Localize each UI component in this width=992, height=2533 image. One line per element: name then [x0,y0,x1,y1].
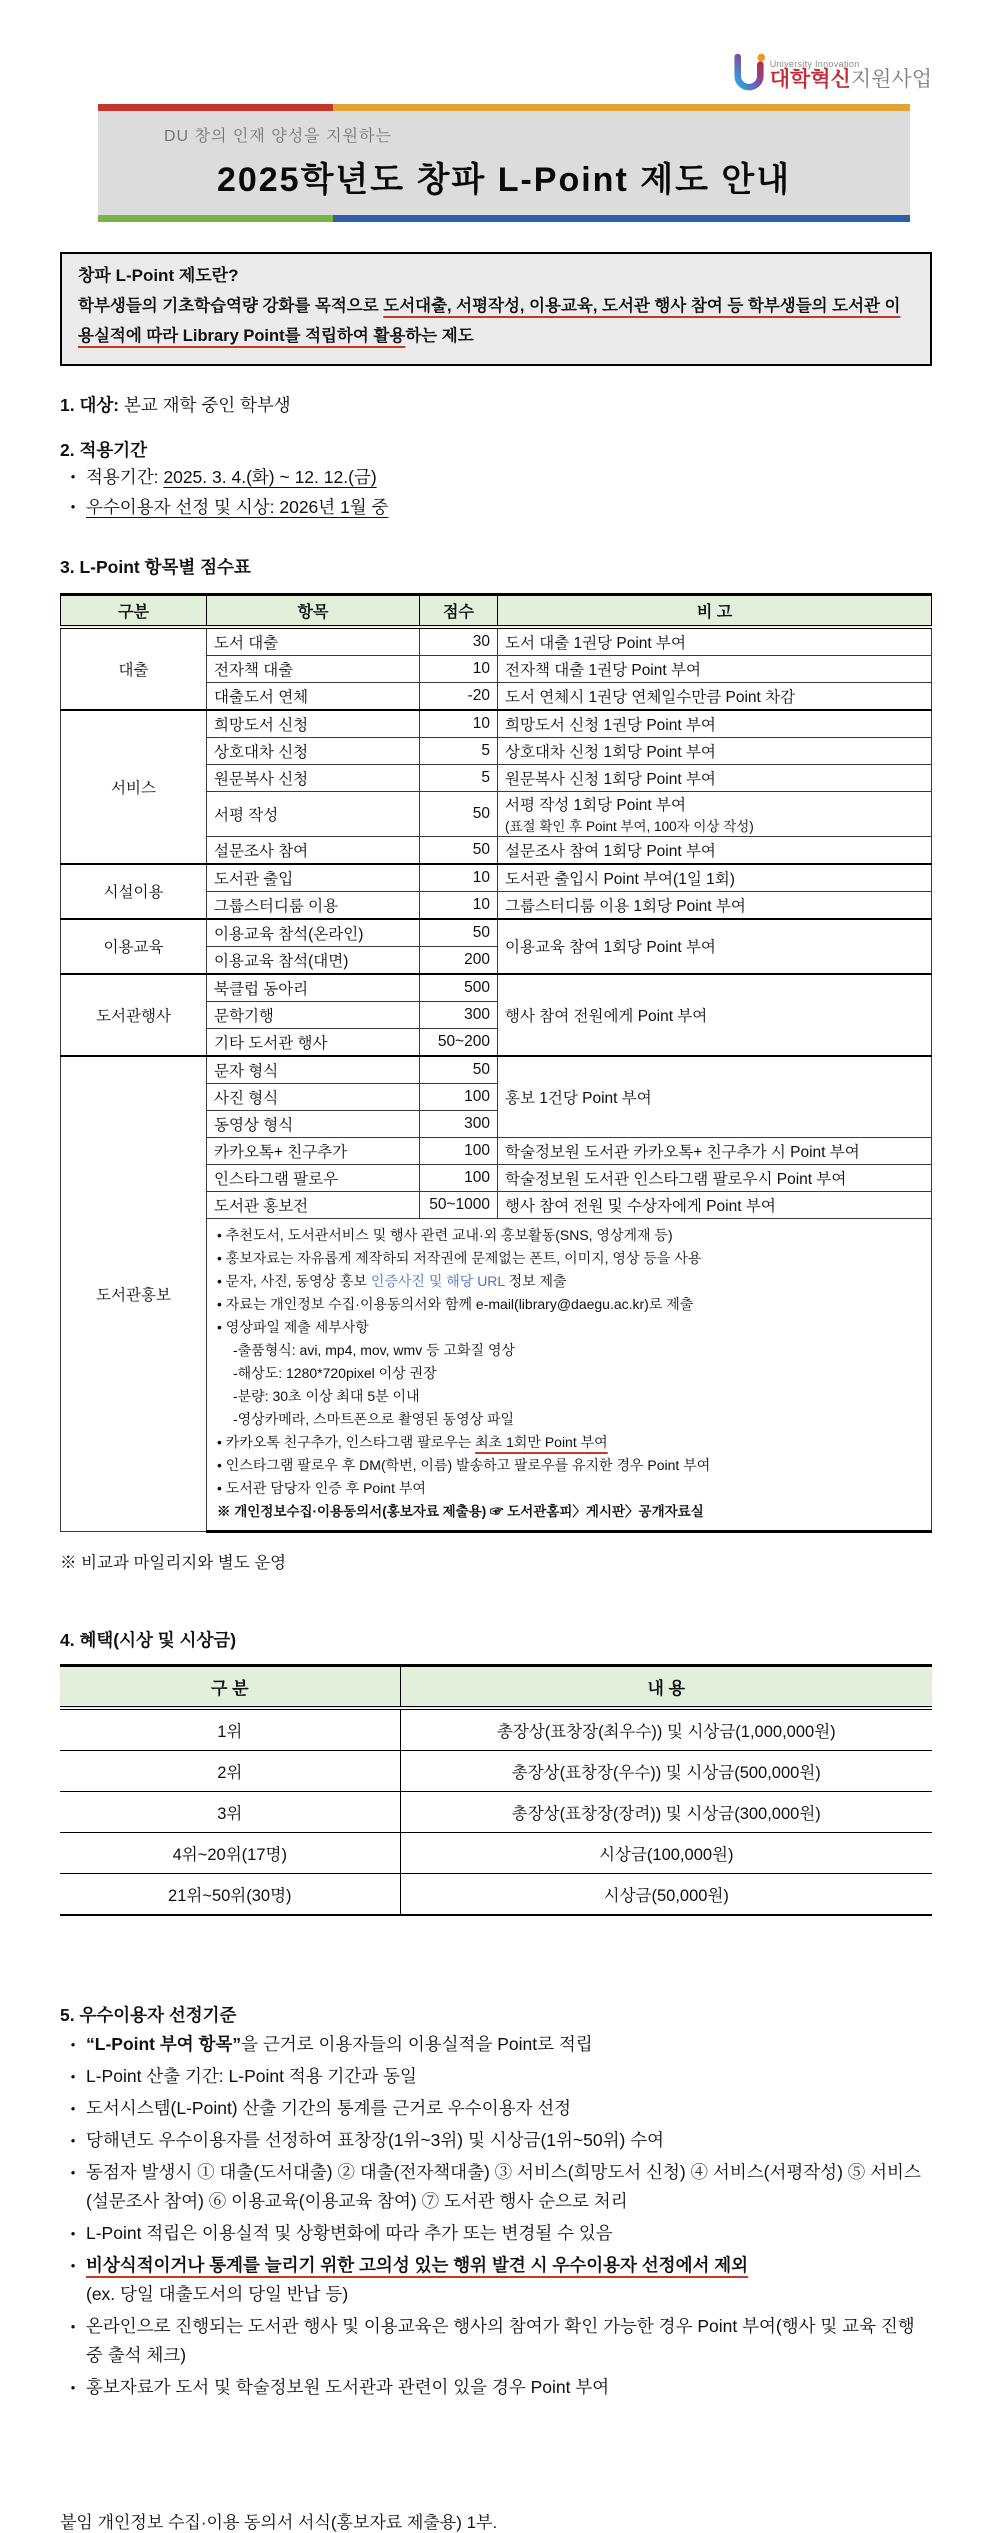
note-highlight-underline: 최초 1회만 Point 부여 [475,1433,608,1450]
bullet-icon: • [70,2068,76,2084]
intro-body [78,291,914,352]
criteria-text: L-Point 산출 기간: L-Point 적용 기간과 동일 [86,2065,417,2086]
points-cell: 10 [420,710,498,738]
col-header-content: 내 용 [400,1665,932,1708]
category-cell: 이용교육 [61,919,207,974]
stripe-orange [333,104,910,111]
item-cell: 기타 도서관 행사 [207,1028,420,1056]
category-cell: 도서관홍보 [61,1056,207,1532]
note-cell: 이용교육 참여 1회당 Point 부여 [498,919,932,974]
attachment-note: 붙임 개인정보 수집·이용 동의서 서식(홍보자료 제출용) 1부. [60,2512,498,2532]
list-item [60,2062,932,2091]
criteria-strong: “L-Point 부여 항목” [86,2033,242,2054]
promo-note-line [217,1431,921,1454]
note-cell: 원문복사 신청 1회당 Point 부여 [498,764,932,791]
bullet-icon: • [70,2257,76,2273]
criteria-example: (ex. 당일 대출도서의 당일 반납 등) [86,2283,349,2304]
table-row [61,919,932,947]
rank-cell: 3위 [60,1791,400,1832]
page-title: 2025학년도 창파 L-Point 제도 안내 [216,161,792,199]
points-cell: 100 [420,1083,498,1110]
points-cell: 10 [420,864,498,892]
points-cell: 5 [420,764,498,791]
list-item [60,2126,932,2155]
note-prefix: • 카카오톡 친구추가, 인스타그램 팔로우는 [217,1433,476,1450]
promo-note-subline: -해상도: 1280*720pixel 이상 권장 [233,1364,437,1381]
score-table-header-row [61,594,932,627]
points-cell: 50 [420,1056,498,1084]
lpoint-score-table [60,593,932,1533]
item-cell: 그룹스터디룸 이용 [207,891,420,919]
period-dates: 2025. 3. 4.(화) ~ 12. 12.(금) [163,466,377,487]
list-item [60,2312,932,2370]
intro-definition-box [60,252,932,366]
points-cell: 50 [420,791,498,836]
banner-bottom-stripe [98,215,910,222]
item-cell: 설문조사 참여 [207,836,420,864]
rank-cell: 21위~50위(30명) [60,1873,400,1915]
logo-text [770,60,932,93]
table-row [60,1791,932,1832]
item-cell: 대출도서 연체 [207,682,420,710]
item-cell: 도서 대출 [207,627,420,656]
promo-note-line: • 인스타그램 팔로우 후 DM(학번, 이름) 발송하고 팔로우를 유지한 경우 Point 부여 [217,1456,711,1473]
points-cell: 100 [420,1137,498,1164]
criteria-warning: 비상식적이거나 통계를 늘리기 위한 고의성 있는 행위 발견 시 우수이용자 선정에서 제외 [86,2254,749,2275]
category-cell: 서비스 [61,710,207,864]
list-item [60,2094,932,2123]
item-cell: 동영상 형식 [207,1110,420,1137]
stripe-green [98,215,333,222]
criteria-text: 동점자 발생시 ① 대출(도서대출) ② 대출(전자책대출) ③ 서비스(희망도서 신청) ④ 서비스(서평작성) ⑤ 서비스(설문조사 참여) ⑥ 이용교육(이용교육 참여) ⑦ 도서관 행사 순으로 처리 [86,2161,921,2211]
award-schedule-text [86,492,932,522]
list-item [60,2251,932,2309]
title-banner [98,104,910,222]
selection-criteria-list [60,2030,932,2402]
period-text [86,462,932,492]
header-row [60,50,932,96]
bullet-icon: • [70,2225,76,2241]
prize-cell: 총장상(표창장(장려)) 및 시상금(300,000원) [400,1791,932,1832]
item-cell: 문학기행 [207,1001,420,1028]
bullet-icon: • [70,2132,76,2148]
points-cell: 30 [420,627,498,656]
points-cell: 10 [420,891,498,919]
table-row [61,627,932,656]
benefit-header-row [60,1665,932,1708]
note-cell [498,791,932,836]
banner-subtitle: DU 창의 인재 양성을 지원하는 [164,128,392,145]
col-header-item: 항목 [207,594,420,627]
criteria-text [86,2251,932,2309]
section3-title: 3. L-Point 항목별 점수표 [60,556,251,577]
points-cell: 50~1000 [420,1191,498,1218]
note-subline: (표절 확인 후 Point 부여, 100자 이상 작성) [505,818,754,834]
table-row [61,864,932,892]
points-cell: 100 [420,1164,498,1191]
item-cell: 희망도서 신청 [207,710,420,738]
note-highlight-blue: 인증사진 및 해당 URL [370,1272,505,1289]
item-cell: 이용교육 참석(온라인) [207,919,420,947]
note-prefix: • 문자, 사진, 동영상 홍보 [217,1272,371,1289]
logo-small-text: University Innovation [769,58,860,69]
promo-note-line [217,1270,921,1293]
points-cell: 10 [420,655,498,682]
prize-cell: 총장상(표창장(우수)) 및 시상금(500,000원) [400,1750,932,1791]
bullet-icon: • [70,2100,76,2116]
intro-body-underlined: 도서대출, 서평작성, 이용교육, 도서관 행사 참여 등 학부생들의 도서관 이용실적에 따라 Library Point를 적립하여 활용 [78,296,901,346]
section5-title: 5. 우수이용자 선정기준 [60,2004,237,2025]
points-cell: 500 [420,974,498,1002]
table-row [61,974,932,1002]
points-cell: 300 [420,1001,498,1028]
note-cell: 도서 대출 1권당 Point 부여 [498,627,932,656]
logo-brand-gray: 지원사업 [850,67,932,91]
table-row [60,1750,932,1791]
item-cell: 카카오톡+ 친구추가 [207,1137,420,1164]
promo-note-line: • 홍보자료는 자유롭게 제작하되 저작권에 문제없는 폰트, 이미지, 영상 등을 사용 [217,1249,702,1266]
criteria-text: 온라인으로 진행되는 도서관 행사 및 이용교육은 행사의 참여가 확인 가능한 경우 Point 부여(행사 및 교육 진행 중 출석 체크) [86,2315,915,2365]
note-cell: 도서관 출입시 Point 부여(1일 1회) [498,864,932,892]
award-schedule-bullet [60,492,932,522]
intro-body-suffix: 하는 제도 [405,327,474,346]
benefit-table [60,1664,932,1916]
note-cell: 상호대차 신청 1회당 Point 부여 [498,737,932,764]
item-cell: 북클럽 동아리 [207,974,420,1002]
section-target [60,392,932,417]
item-cell: 인스타그램 팔로우 [207,1164,420,1191]
prize-cell: 총장상(표창장(최우수)) 및 시상금(1,000,000원) [400,1708,932,1751]
table-row [60,1832,932,1873]
criteria-text: 도서시스템(L-Point) 산출 기간의 통계를 근거로 우수이용자 선정 [86,2097,572,2118]
list-item [60,2158,932,2216]
prize-cell: 시상금(100,000원) [400,1832,932,1873]
bullet-icon: • [70,468,76,484]
col-header-category: 구분 [61,594,207,627]
section2-title: 2. 적용기간 [60,439,148,460]
promo-note-line: • 추천도서, 도서관서비스 및 행사 관련 교내·외 홍보활동(SNS, 영상게재 등) [217,1226,673,1243]
points-cell: 300 [420,1110,498,1137]
promo-note-line: • 영상파일 제출 세부사항 [217,1318,369,1335]
promo-note-subline: -영상카메라, 스마트폰으로 촬영된 동영상 파일 [233,1410,515,1427]
section4-title: 4. 혜택(시상 및 시상금) [60,1629,237,1650]
promo-note-line: • 도서관 담당자 인증 후 Point 부여 [217,1479,426,1496]
category-cell: 대출 [61,627,207,710]
note-cell: 도서 연체시 1권당 연체일수만큼 Point 차감 [498,682,932,710]
table-row [60,1708,932,1751]
item-cell: 이용교육 참석(대면) [207,946,420,974]
note-cell: 행사 참여 전원 및 수상자에게 Point 부여 [498,1191,932,1218]
period-bullet [60,462,932,492]
note-line: 서평 작성 1회당 Point 부여 [505,796,686,814]
item-cell: 상호대차 신청 [207,737,420,764]
list-item [60,2030,932,2059]
bullet-icon: • [70,2164,76,2180]
col-header-points: 점수 [420,594,498,627]
promo-note-line: • 자료는 개인정보 수집·이용동의서와 함께 e-mail(library@daegu.ac.kr)로 제출 [217,1295,694,1312]
criteria-rest: 을 근거로 이용자들의 이용실적을 Point로 적립 [241,2033,593,2054]
banner-body [98,111,910,215]
note-cell: 행사 참여 전원에게 Point 부여 [498,974,932,1056]
stripe-blue [333,215,910,222]
note-cell: 학술정보원 도서관 인스타그램 팔로우시 Point 부여 [498,1164,932,1191]
item-cell: 문자 형식 [207,1056,420,1084]
table-row [61,710,932,738]
banner-top-stripe [98,104,910,111]
section1-label: 1. 대상: [60,394,120,415]
table-row [61,1056,932,1084]
note-cell: 홍보 1건당 Point 부여 [498,1056,932,1138]
bullet-icon: • [70,498,76,514]
logo-brand-red: 대학혁신 [769,67,851,91]
section1-text: 본교 재학 중인 학부생 [119,394,291,415]
stripe-red [98,104,333,111]
points-cell: 5 [420,737,498,764]
rank-cell: 4위~20위(17명) [60,1832,400,1873]
item-cell: 원문복사 신청 [207,764,420,791]
table-row [60,1873,932,1915]
rank-cell: 1위 [60,1708,400,1751]
item-cell: 서평 작성 [207,791,420,836]
category-cell: 도서관행사 [61,974,207,1056]
points-cell: 200 [420,946,498,974]
list-item [60,2219,932,2248]
criteria-text [86,2030,932,2059]
note-cell: 설문조사 참여 1회당 Point 부여 [498,836,932,864]
list-item [60,2373,932,2402]
note-cell: 그룹스터디룸 이용 1회당 Point 부여 [498,891,932,919]
promo-note-subline: -출품형식: avi, mp4, mov, wmv 등 고화질 영상 [233,1341,516,1358]
item-cell: 전자책 대출 [207,655,420,682]
promo-notes-cell [207,1218,932,1531]
criteria-text: 홍보자료가 도서 및 학술정보원 도서관과 관련이 있을 경우 Point 부여 [86,2376,610,2397]
prize-cell: 시상금(50,000원) [400,1873,932,1915]
note-cell: 학술정보원 도서관 카카오톡+ 친구추가 시 Point 부여 [498,1137,932,1164]
logo-u-mark-icon [733,53,765,93]
col-header-rank: 구 분 [60,1665,400,1708]
item-cell: 도서관 홍보전 [207,1191,420,1218]
promo-note-subline: -분량: 30초 이상 최대 5분 이내 [233,1387,420,1404]
note-cell: 전자책 대출 1권당 Point 부여 [498,655,932,682]
intro-body-prefix: 학부생들의 기초학습역량 강화를 목적으로 [78,296,384,315]
award-schedule-dates: 우수이용자 선정 및 시상: 2026년 1월 중 [86,496,389,517]
promo-note-reference: ※ 개인정보수집·이용동의서(홍보자료 제출용) ☞ 도서관홈피〉게시판〉공개자료실 [217,1503,704,1519]
bullet-icon: • [70,2036,76,2052]
item-cell: 사진 형식 [207,1083,420,1110]
points-cell: -20 [420,682,498,710]
section-selection-criteria [60,2002,932,2402]
note-suffix: 정보 제출 [504,1272,567,1289]
intro-heading: 창파 L-Point 제도란? [78,266,239,285]
item-cell: 도서관 출입 [207,864,420,892]
period-label: 적용기간: [86,466,164,487]
bullet-icon: • [70,2318,76,2334]
col-header-note: 비 고 [498,594,932,627]
logo-brand [770,69,932,91]
bullet-icon: • [70,2379,76,2395]
points-cell: 50 [420,836,498,864]
criteria-text: 당해년도 우수이용자를 선정하여 표창장(1위~3위) 및 시상금(1위~50위) 수여 [86,2129,665,2150]
university-innovation-logo [733,53,932,93]
points-cell: 50 [420,919,498,947]
score-table-footnote: ※ 비교과 마일리지와 별도 운영 [60,1553,287,1572]
points-cell: 50~200 [420,1028,498,1056]
criteria-text: L-Point 적립은 이용실적 및 상황변화에 따라 추가 또는 변경될 수 있음 [86,2222,613,2243]
section-period [60,437,932,522]
note-cell: 희망도서 신청 1권당 Point 부여 [498,710,932,738]
category-cell: 시설이용 [61,864,207,919]
rank-cell: 2위 [60,1750,400,1791]
